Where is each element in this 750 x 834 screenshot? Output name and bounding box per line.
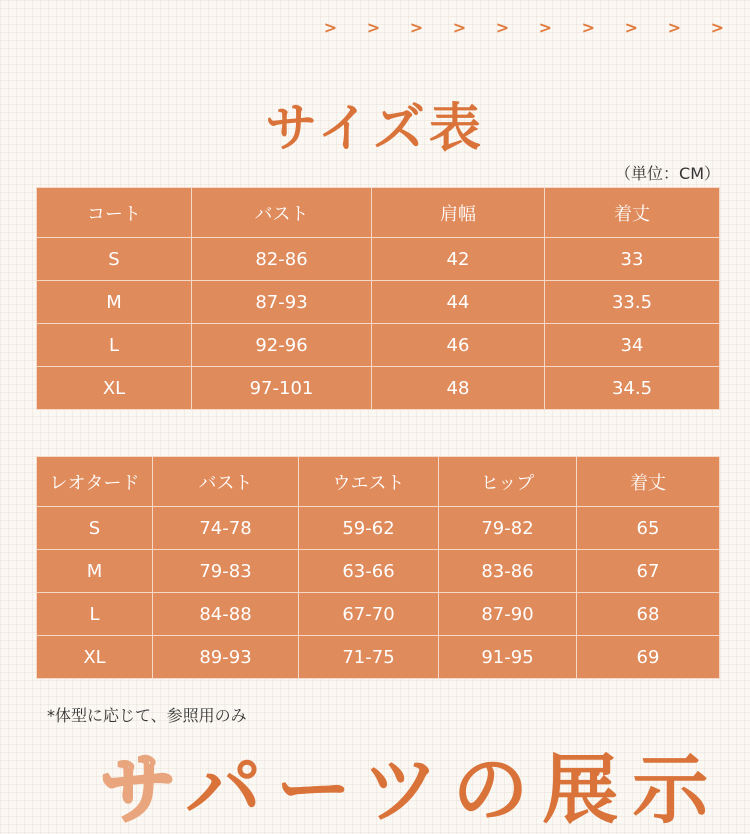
table-cell: 89-93	[153, 636, 299, 679]
table-cell: 84-88	[153, 593, 299, 636]
heading-first-char: サ	[100, 745, 186, 834]
table-cell: 74-78	[153, 507, 299, 550]
decorative-chevrons: > > > > > > > > > >	[323, 18, 736, 37]
table-row	[37, 550, 720, 593]
table-cell: XL	[37, 636, 153, 679]
header-cell: レオタード	[37, 457, 153, 507]
table-cell: M	[37, 281, 192, 324]
table-cell: 69	[577, 636, 720, 679]
table-cell: 82-86	[192, 238, 372, 281]
table-cell: S	[37, 507, 153, 550]
table-cell: 79-83	[153, 550, 299, 593]
table-cell: 68	[577, 593, 720, 636]
table-cell: 65	[577, 507, 720, 550]
section-heading-text	[100, 745, 723, 834]
header-cell: 着丈	[577, 457, 720, 507]
table-cell: 34.5	[545, 367, 720, 410]
table-header-row	[37, 188, 720, 238]
header-cell: バスト	[153, 457, 299, 507]
table-cell: S	[37, 238, 192, 281]
header-cell: 着丈	[545, 188, 720, 238]
table-cell: 34	[545, 324, 720, 367]
table-cell: 79-82	[439, 507, 577, 550]
unit-label: （単位：CM）	[615, 164, 720, 183]
size-note: *体型に応じて、参照用のみ	[47, 706, 247, 725]
table-cell: 44	[372, 281, 545, 324]
table-cell: 87-90	[439, 593, 577, 636]
table-cell: XL	[37, 367, 192, 410]
header-cell: バスト	[192, 188, 372, 238]
heading-rest: パーツの展示	[185, 745, 723, 834]
table-cell: 97-101	[192, 367, 372, 410]
table-cell: M	[37, 550, 153, 593]
page-title: サイズ表	[265, 99, 485, 159]
table-cell: 67	[577, 550, 720, 593]
leotard-size-table	[36, 456, 720, 679]
table-cell: 87-93	[192, 281, 372, 324]
table-cell: 83-86	[439, 550, 577, 593]
table-cell: 42	[372, 238, 545, 281]
table-cell: 92-96	[192, 324, 372, 367]
table-cell: 48	[372, 367, 545, 410]
table-row	[37, 507, 720, 550]
table-row	[37, 238, 720, 281]
bottom-section-heading	[100, 745, 723, 834]
table-cell: 33.5	[545, 281, 720, 324]
table-cell: 46	[372, 324, 545, 367]
table-cell: 33	[545, 238, 720, 281]
header-cell: 肩幅	[372, 188, 545, 238]
table-cell: 71-75	[299, 636, 439, 679]
table-cell: 67-70	[299, 593, 439, 636]
table-cell: 63-66	[299, 550, 439, 593]
header-cell: ヒップ	[439, 457, 577, 507]
table-cell: 91-95	[439, 636, 577, 679]
header-cell: コート	[37, 188, 192, 238]
coat-size-table	[36, 187, 720, 410]
table-header-row	[37, 457, 720, 507]
table-row	[37, 281, 720, 324]
table-row	[37, 324, 720, 367]
table-cell: 59-62	[299, 507, 439, 550]
table-row	[37, 367, 720, 410]
table-row	[37, 636, 720, 679]
header-cell: ウエスト	[299, 457, 439, 507]
table-row	[37, 593, 720, 636]
table-cell: L	[37, 593, 153, 636]
table-cell: L	[37, 324, 192, 367]
